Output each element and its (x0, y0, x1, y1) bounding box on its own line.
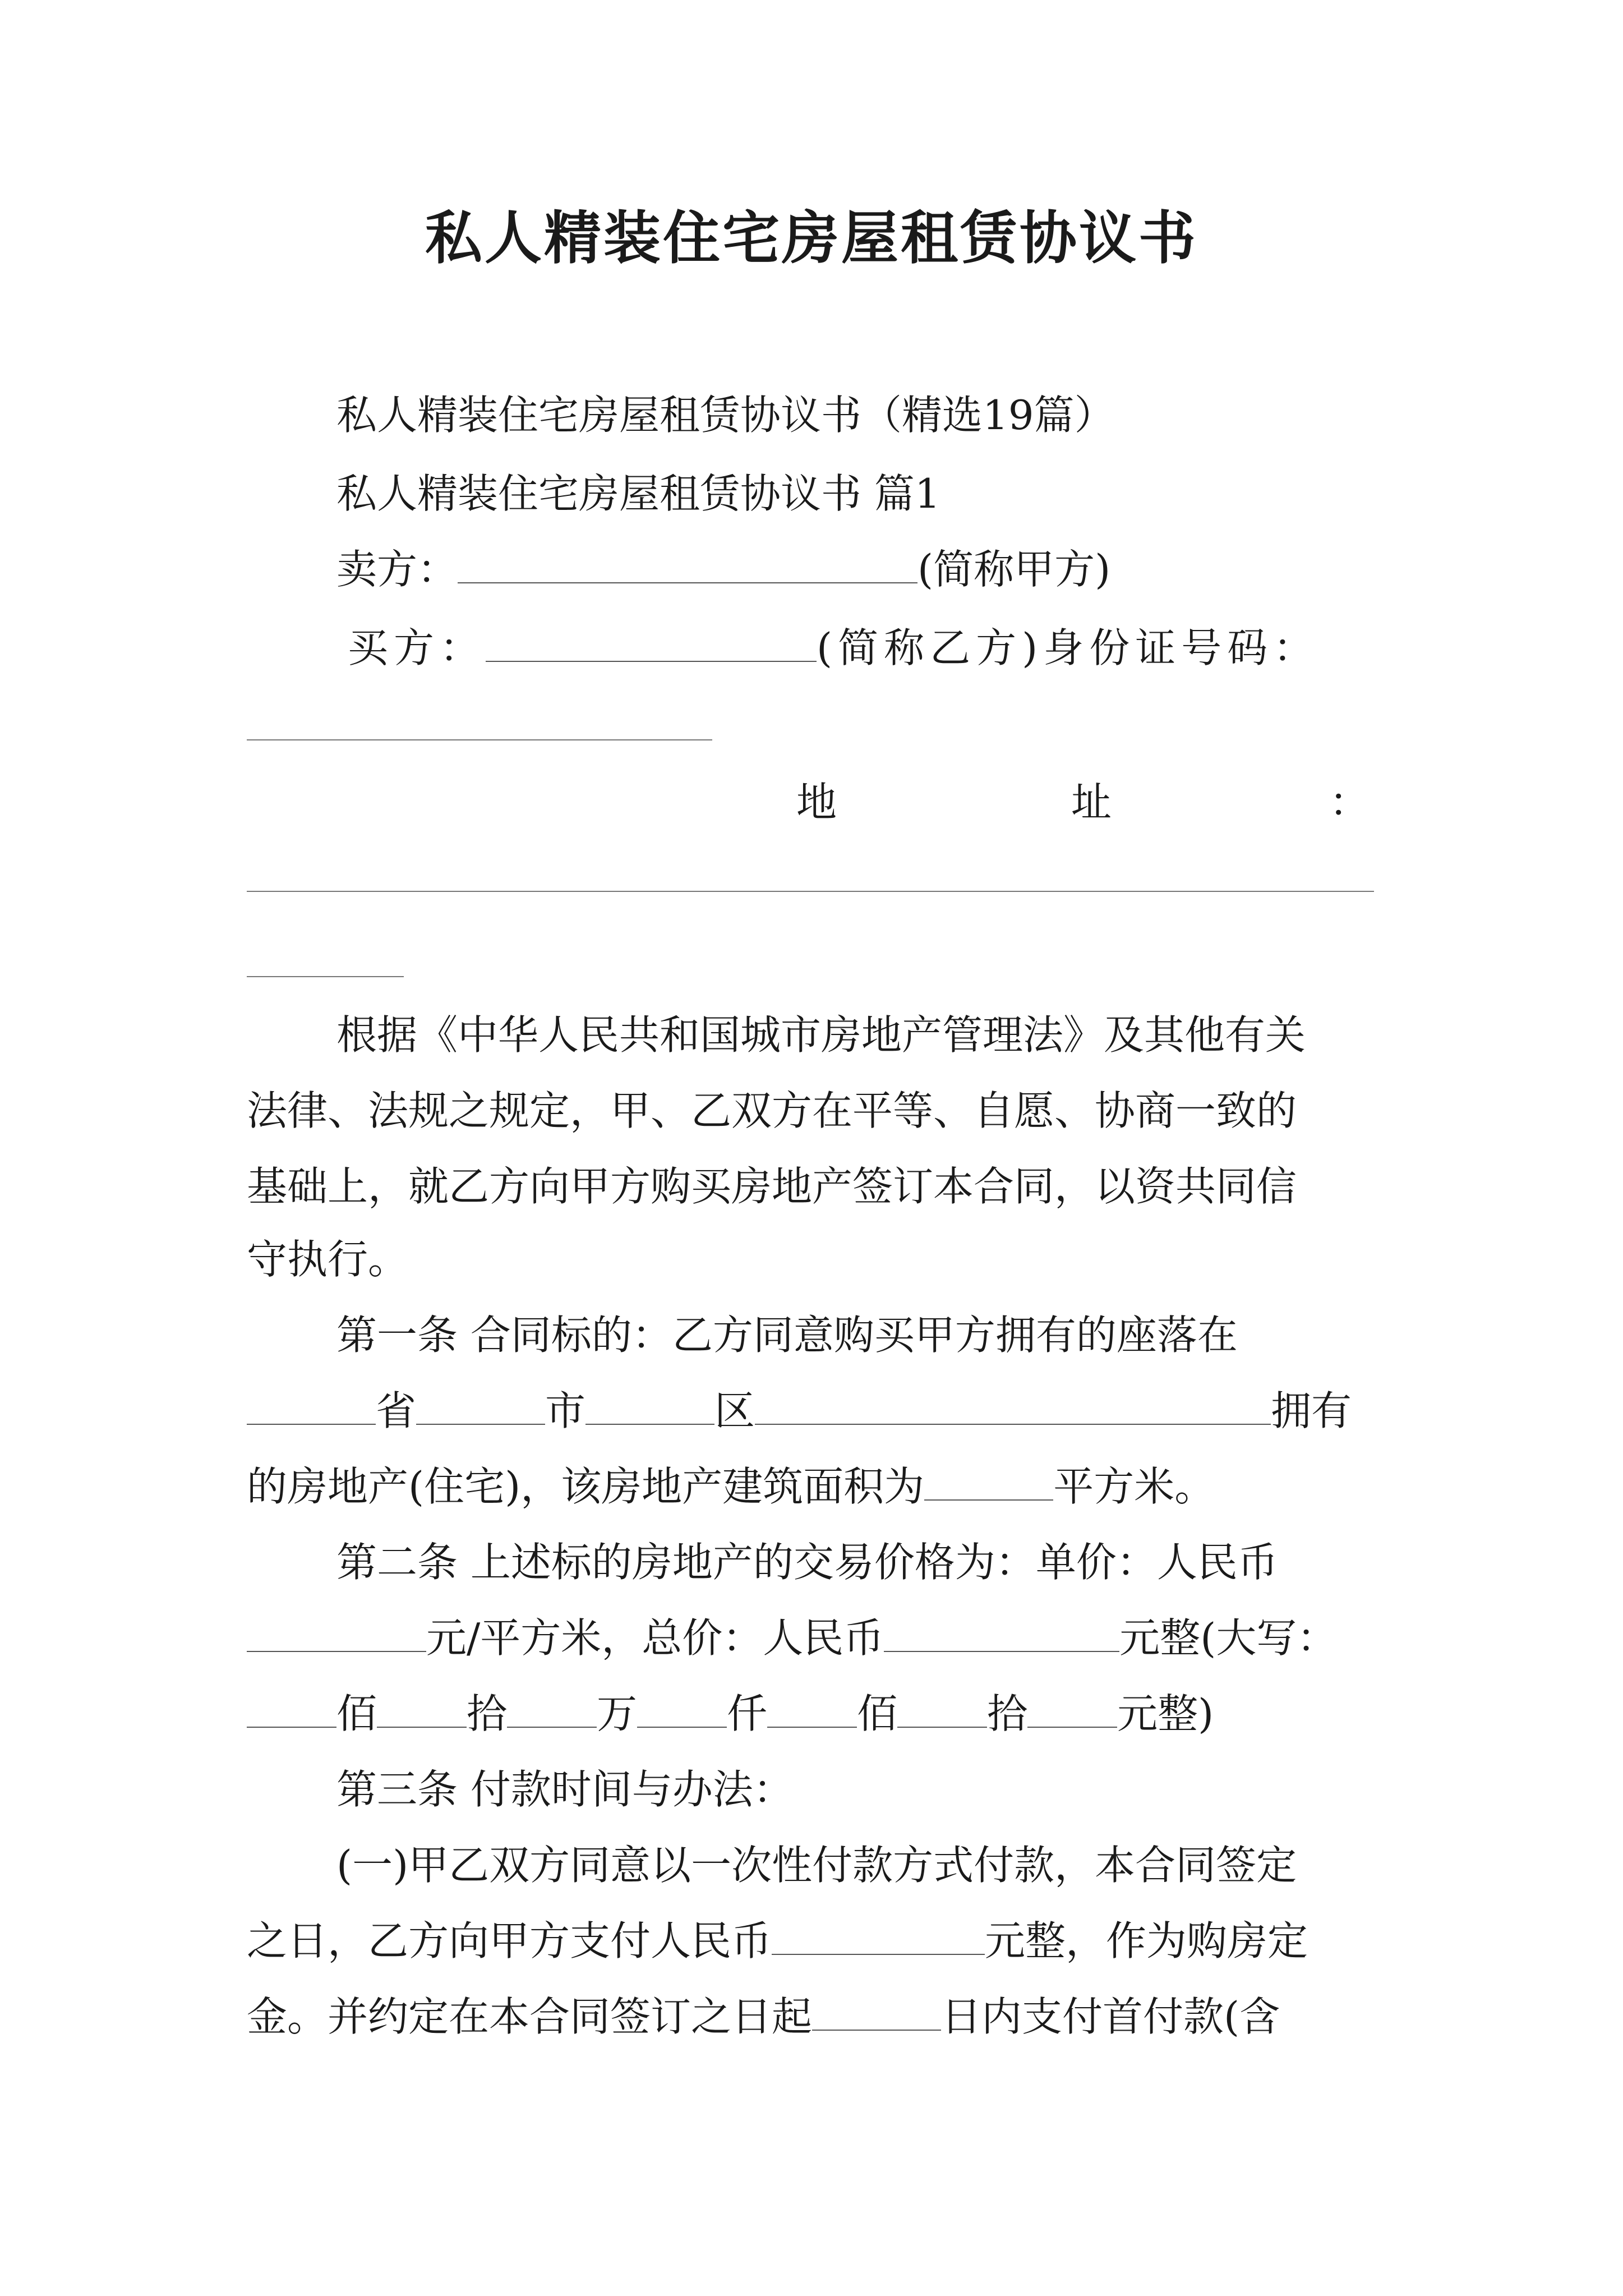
amount-end: 元整) (1117, 1690, 1214, 1737)
deposit-text: 之日，乙方向甲方支付人民币 (247, 1917, 772, 1964)
area-text: 的房地产(住宅)，该房地产建筑面积为 (247, 1463, 925, 1510)
location-blank (755, 1384, 1271, 1425)
amount-blank (507, 1687, 597, 1728)
article3-line-2 (247, 1913, 1308, 1969)
city-blank (416, 1384, 545, 1425)
seller-label: 卖方： (336, 546, 458, 593)
intro-line-2: 法律、法规之规定，甲、乙双方在平等、自愿、协商一致的 (247, 1087, 1297, 1134)
article2-line-2 (247, 1610, 1337, 1666)
article2-line-1: 第二条 上述标的房地产的交易价格为：单价：人民币 (336, 1539, 1278, 1586)
seller-line (336, 541, 1110, 597)
deposit-blank (772, 1915, 985, 1955)
province-label: 省 (376, 1387, 417, 1434)
digit-label: 万 (597, 1690, 638, 1737)
deposit-suffix: 元整，作为购房定 (985, 1917, 1308, 1964)
address-char-1: 地 (796, 779, 837, 826)
seller-blank (458, 543, 917, 583)
intro-line-4: 守执行。 (247, 1236, 409, 1283)
buyer-label: 买方： (348, 624, 486, 671)
seller-suffix: (简称甲方) (917, 546, 1111, 593)
article3-line-1: (一)甲乙双方同意以一次性付款方式付款，本合同签定 (336, 1842, 1297, 1889)
article2-line-3 (247, 1686, 1214, 1742)
total-price-blank (884, 1612, 1119, 1652)
digit-label: 拾 (467, 1690, 508, 1737)
area-unit: 平方米。 (1053, 1463, 1215, 1510)
article1-line-1: 第一条 合同标的：乙方同意购买甲方拥有的座落在 (336, 1312, 1238, 1359)
document-title: 私人精装住宅房屋租赁协议书 (425, 205, 1198, 272)
address-colon: ： (1329, 779, 1370, 826)
buyer-line (348, 620, 1319, 676)
buyer-suffix: (简称乙方)身份证号码： (817, 624, 1320, 671)
intro-line-1: 根据《中华人民共和国城市房地产管理法》及其他有关 (336, 1011, 1306, 1059)
digit-label: 佰 (336, 1690, 377, 1737)
unit-price-blank (247, 1612, 426, 1652)
unit-price-text: 元/平方米，总价：人民币 (426, 1614, 884, 1662)
district-label: 区 (714, 1387, 755, 1434)
district-blank (585, 1384, 714, 1425)
days-blank (812, 1990, 941, 2031)
days-text: 金。并约定在本合同签订之日起 (247, 1993, 813, 2040)
digit-label: 佰 (857, 1690, 898, 1737)
address-blank-2 (247, 976, 404, 977)
article3-heading: 第三条 付款时间与办法： (336, 1766, 794, 1813)
owned-label: 拥有 (1271, 1387, 1352, 1434)
area-blank (924, 1460, 1053, 1501)
id-number-blank (247, 739, 712, 740)
amount-blank (1027, 1687, 1117, 1728)
province-blank (247, 1384, 376, 1425)
total-price-suffix: 元整(大写： (1119, 1614, 1338, 1662)
buyer-blank (486, 622, 817, 662)
chapter-heading: 私人精装住宅房屋租赁协议书 篇1 (336, 470, 940, 517)
article3-line-3 (247, 1989, 1280, 2045)
intro-line-3: 基础上，就乙方向甲方购买房地产签订本合同，以资共同信 (247, 1163, 1297, 1210)
amount-blank (897, 1687, 987, 1728)
digit-label: 仟 (727, 1690, 768, 1737)
article1-line-3 (247, 1458, 1215, 1515)
amount-blank (637, 1687, 727, 1728)
amount-blank (377, 1687, 467, 1728)
address-char-2: 址 (1071, 779, 1112, 826)
digit-label: 拾 (987, 1690, 1028, 1737)
address-blank-1 (247, 891, 1374, 892)
subtitle: 私人精装住宅房屋租赁协议书（精选19篇） (336, 392, 1115, 439)
amount-blank (767, 1687, 857, 1728)
article1-line-2 (247, 1383, 1352, 1439)
days-suffix: 日内支付首付款(含 (941, 1993, 1280, 2040)
city-label: 市 (545, 1387, 586, 1434)
amount-blank (247, 1687, 336, 1728)
